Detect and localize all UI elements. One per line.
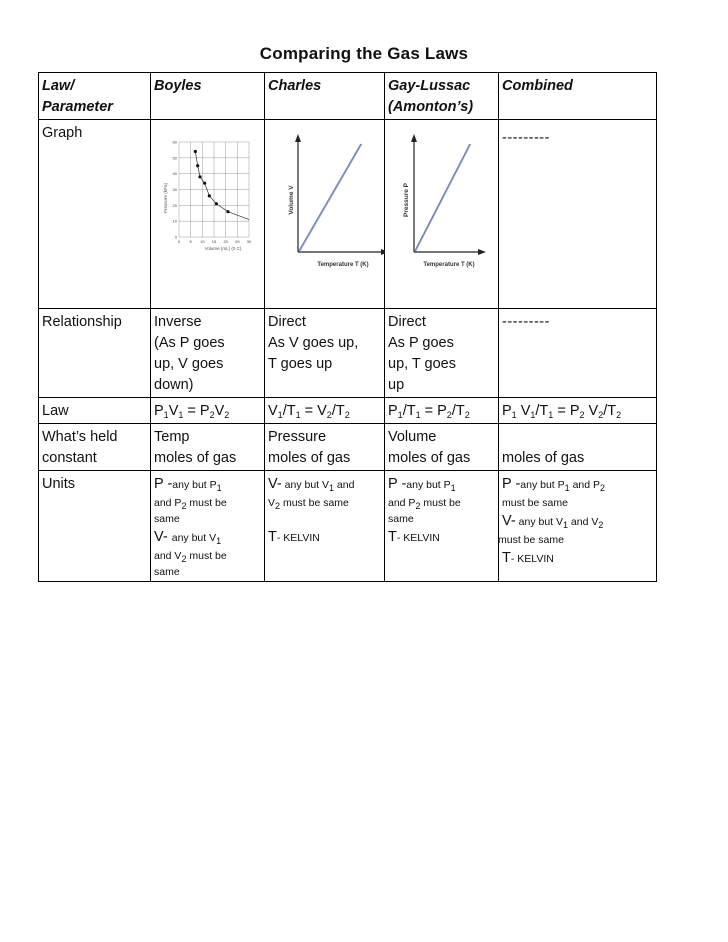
gay-x-arrow-icon [478,249,486,255]
boyles-held: Temp moles of gas [151,424,265,471]
gay-lussac-law: $P_1/T_1 = P_2/T_2$ [385,398,499,424]
header-combined: Combined [499,73,657,120]
boyles-data-point [198,175,201,178]
combined-held: moles of gas [499,424,657,471]
gay-lussac-relationship: Direct As P goes up, T goes up [385,309,499,398]
boyles-x-tick-label: 25 [235,239,240,244]
header-row [39,73,657,120]
gay-line-shadow [416,144,471,251]
boyles-data-point [208,194,211,197]
units-row [39,471,657,582]
gay-y-arrow-icon [411,134,417,142]
boyles-data-point [203,182,206,185]
held-constant-label: What’s held constant [39,424,151,471]
gay-lussac-graph-cell [385,120,499,309]
charles-relationship: Direct As V goes up, T goes up [265,309,385,398]
boyles-x-tick-label: 20 [223,239,228,244]
boyles-x-tick-label: 15 [211,239,217,244]
combined-graph-dashes: --------- [502,130,550,146]
charles-line [299,144,361,251]
boyles-y-tick-label: 50 [172,155,177,161]
boyles-x-tick-label: 5 [189,239,192,244]
boyles-relationship: Inverse (As P goes up, V goes down) [151,309,265,398]
header-parameter: Law/ Parameter [39,73,151,120]
gay-lussac-units: P -any but $P_1$ and $P_2$ must be same T- KELVIN [385,471,499,582]
gas-laws-table [38,72,657,582]
boyles-units: P -any but $P_1$ and $P_2$ must be same V- any but $V_1$ and $V_2$ must be same [151,471,265,582]
charles-line-shadow [300,144,362,251]
boyles-x-axis-label: Volume (mL) (0 C) [204,246,242,251]
charles-graph [265,120,385,308]
gay-lussac-graph [385,120,499,308]
boyles-y-axis-label: Pressure (kPa) [163,182,168,214]
boyles-graph-cell [151,120,265,309]
charles-law: $V_1/T_1 = V_2/T_2$ [265,398,385,424]
boyles-y-tick-label: 20 [172,202,177,208]
held-constant-row [39,424,657,471]
boyles-data-point [194,150,197,153]
charles-graph-cell [265,120,385,309]
law-row [39,398,657,424]
header-charles: Charles [265,73,385,120]
charles-y-arrow-icon [295,134,301,142]
combined-law: $P_1$ $V_1/T_1 = P_2$ $V_2/T_2$ [499,398,657,424]
boyles-y-tick-label: 40 [172,171,177,177]
gay-y-axis-label: Pressure P [403,183,410,217]
combined-graph-cell [499,120,657,309]
law-label: Law [39,398,151,424]
charles-y-axis-label: Volume V [288,185,295,215]
boyles-x-tick-label: 30 [246,239,252,244]
boyles-y-tick-label: 10 [172,218,177,224]
boyles-x-tick-label: 0 [177,239,181,244]
boyles-y-tick-label: 60 [172,139,177,145]
header-boyles: Boyles [151,73,265,120]
boyles-y-tick-label: 0 [174,234,177,240]
graph-row [39,120,657,309]
gay-line [415,144,470,251]
charles-units: V- any but $V_1$ and $V_2$ must be same T- KELVIN [265,471,385,582]
boyles-law: $P_1V_1 = P_2V_2$ [151,398,265,424]
gay-x-axis-label: Temperature T (K) [423,262,475,268]
combined-units: P -any but $P_1$ and $P_2$ must be same V- any but $V_1$ and $V_2$ must be same T- KELVIN [499,471,657,582]
page-title: Comparing the Gas Laws [259,44,469,63]
boyles-graph [151,120,265,308]
relationship-label: Relationship [39,309,151,398]
boyles-data-point [226,210,229,213]
charles-held: Pressure moles of gas [265,424,385,471]
boyles-x-tick-label: 10 [200,239,205,244]
graph-label: Graph [39,120,151,309]
gay-lussac-held: Volume moles of gas [385,424,499,471]
units-label: Units [39,471,151,582]
relationship-row [39,309,657,398]
header-gay-lussac: Gay-Lussac (Amonton’s) [385,73,499,120]
combined-relationship: --------- [499,309,657,398]
boyles-data-point [196,164,199,167]
boyles-y-tick-label: 30 [172,187,177,192]
charles-x-axis-label: Temperature T (K) [317,262,369,268]
boyles-data-point [215,202,218,205]
boyles-curve [195,152,249,220]
